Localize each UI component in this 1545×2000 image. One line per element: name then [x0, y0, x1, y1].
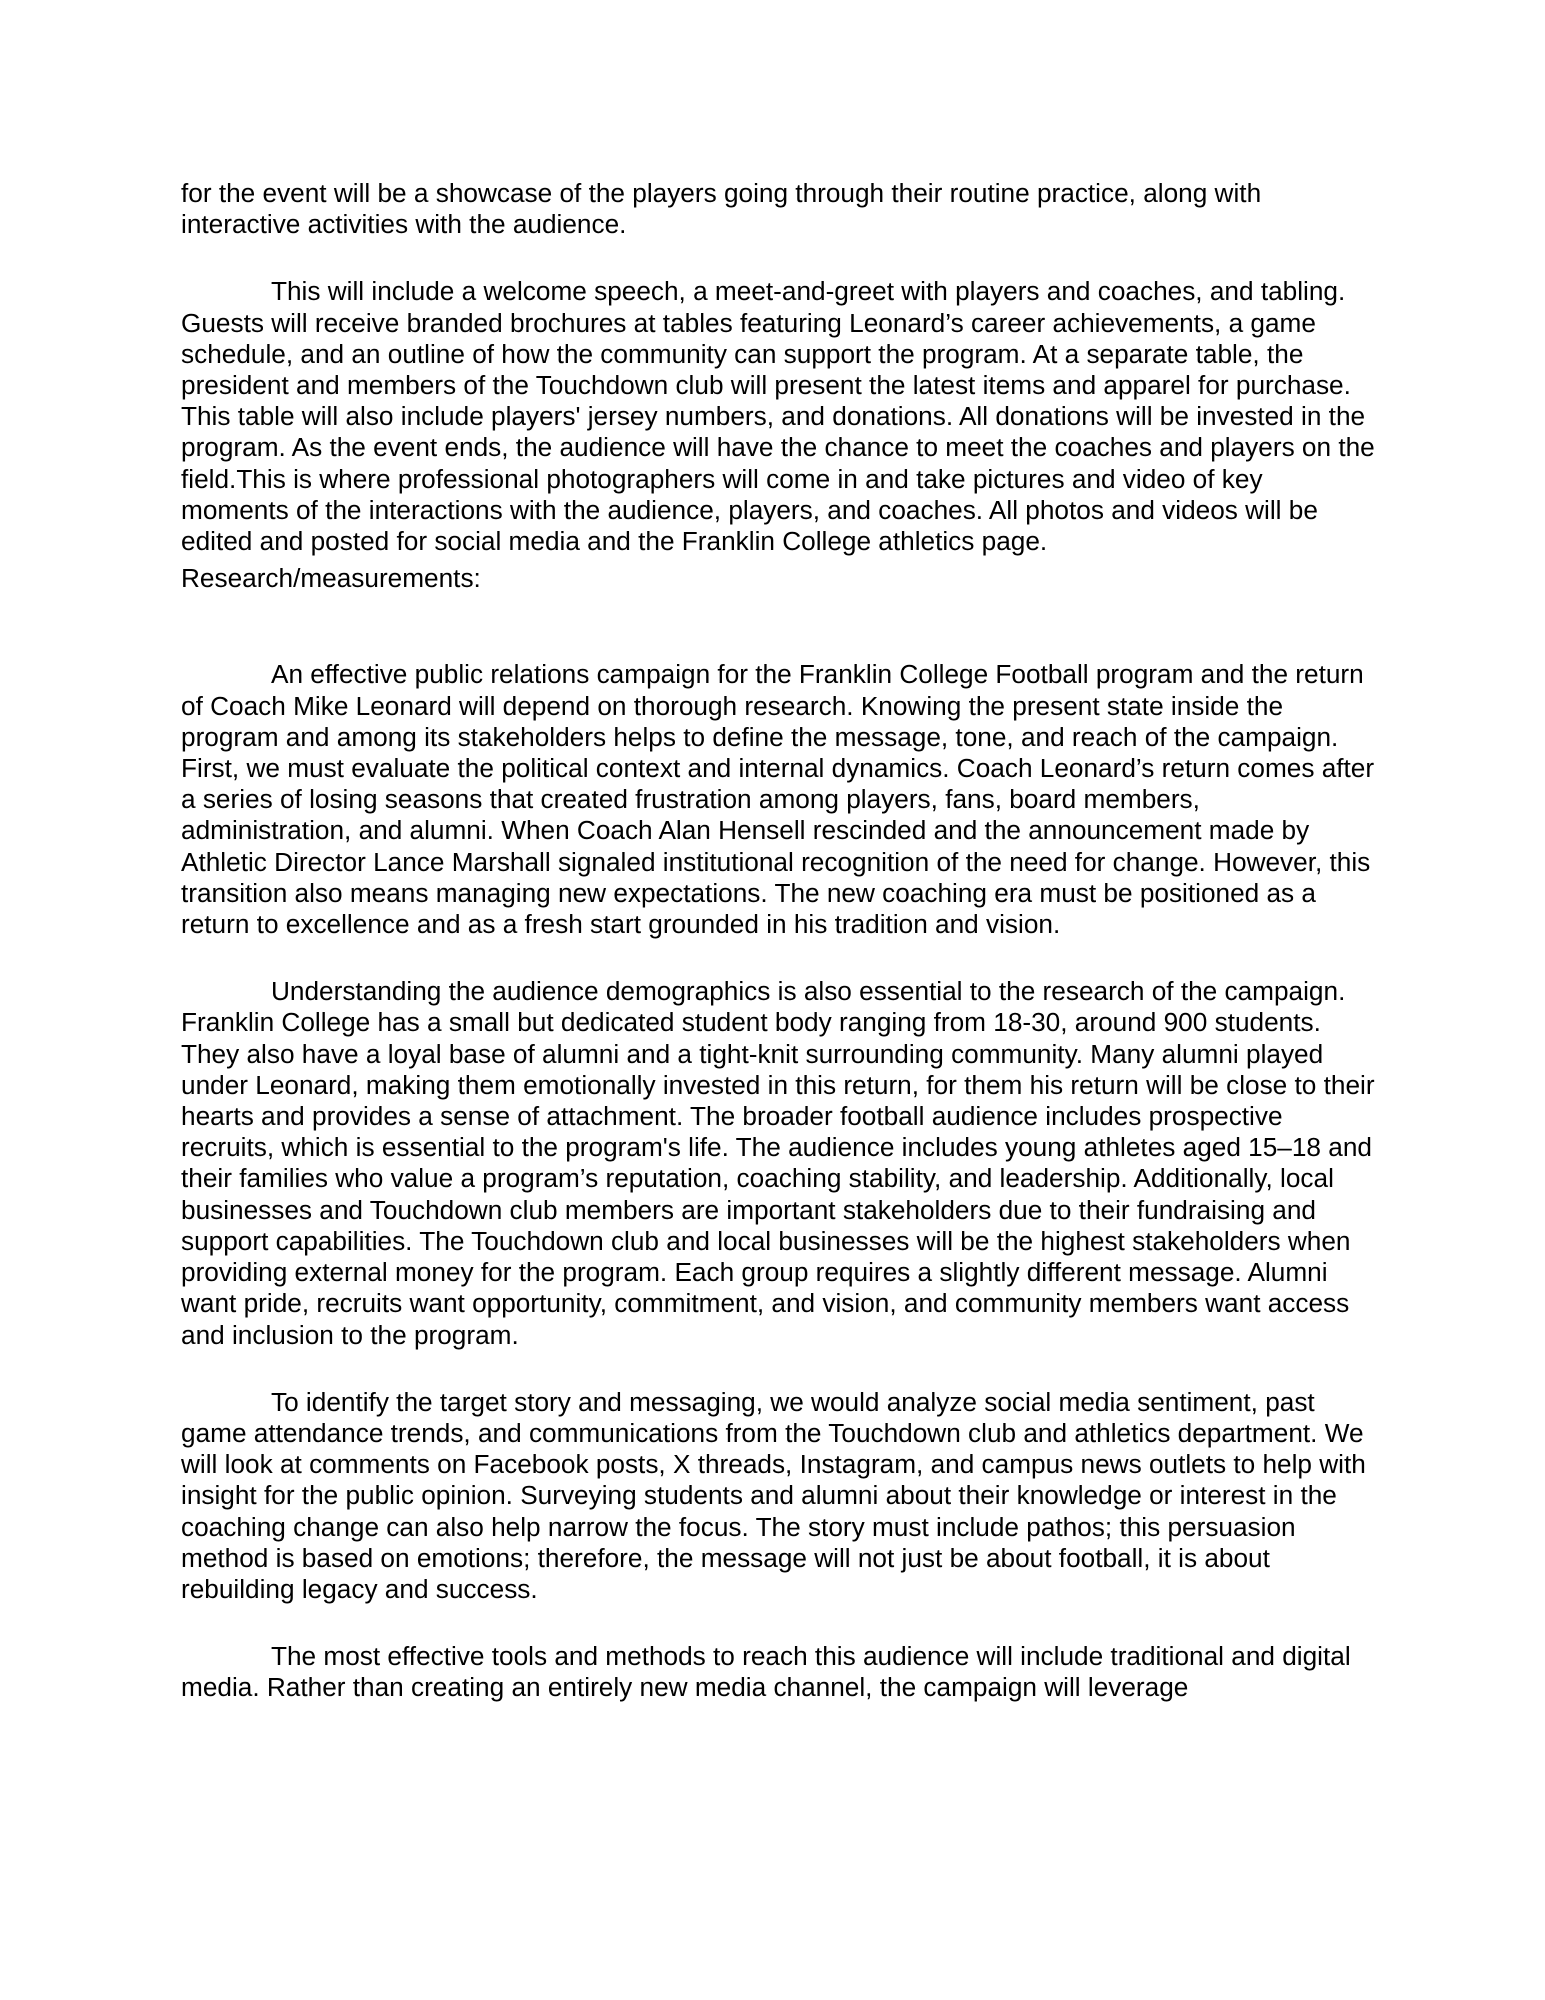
paragraph-target-story: To identify the target story and messaging, we would analyze social media sentiment, past game attendance trends, and communications from the Touchdown club and athletics department. We will look at comments on Facebook posts, X threads, Instagram, and campus news outlets to help with insight for the public opinion. Surveying students and alumni about their knowledge or interest in the coaching change can also help narrow the focus. The story must include pathos; this persuasion method is based on emotions; therefore, the message will not just be about football, it is about rebuilding legacy and success.: [181, 1386, 1366, 1604]
paragraph-audience-demographics: Understanding the audience demographics is also essential to the research of the campaign. Franklin College has a small but dedicated student body ranging from 18-30, around 900 students. They also have a loyal base of alumni and a tight-knit surrounding community. Many alumni played under Leonard, making them emotionally invested in this return, for them his return will be close to their hearts and provides a sense of attachment. The broader football audience includes prospective recruits, which is essential to the program's life. The audience includes young athletes aged 15–18 and their families who value a program’s reputation, coaching stability, and leadership. Additionally, local businesses and Touchdown club members are important stakeholders due to their fundraising and support capabilities. The Touchdown club and local businesses will be the highest stakeholders when providing external money for the program. Each group requires a slightly different message. Alumni want pride, recruits want opportunity, commitment, and vision, and community members want access and inclusion to the program.: [181, 976, 1375, 1350]
paragraph-research-context: An effective public relations campaign for the Franklin College Football program and the return of Coach Mike Leonard will depend on thorough research. Knowing the present state inside the program and among its stakeholders helps to define the message, tone, and reach of the campaign. First, we must evaluate the political context and internal dynamics. Coach Leonard’s return comes after a series of losing seasons that created frustration among players, fans, board members, administration, and alumni. When Coach Alan Hensell rescinded and the announcement made by Athletic Director Lance Marshall signaled institutional recognition of the need for change. However, this transition also means managing new expectations. The new coaching era must be positioned as a return to excellence and as a fresh start grounded in his tradition and vision.: [181, 659, 1375, 940]
paragraph-event-details: This will include a welcome speech, a meet-and-greet with players and coaches, and tabling. Guests will receive branded brochures at tables featuring Leonard’s career achievements, a game schedule, and an outline of how the community can support the program. At a separate table, the president and members of the Touchdown club will present the latest items and apparel for purchase. This table will also include players' jersey numbers, and donations. All donations will be invested in the program. As the event ends, the audience will have the chance to meet the coaches and players on the field.This is where professional photographers will come in and take pictures and video of key moments of the interactions with the audience, players, and coaches. All photos and videos will be edited and posted for social media and the Franklin College athletics page.: [181, 276, 1375, 557]
section-heading-research: Research/measurements:: [181, 563, 481, 594]
document-body: [181, 178, 1376, 1704]
paragraph-continuation: for the event will be a showcase of the players going through their routine practice, along with interactive activities with the audience.: [181, 178, 1262, 240]
paragraph-tools-methods: The most effective tools and methods to reach this audience will include traditional and digital media. Rather than creating an entirely new media channel, the campaign will leverage: [181, 1641, 1351, 1703]
